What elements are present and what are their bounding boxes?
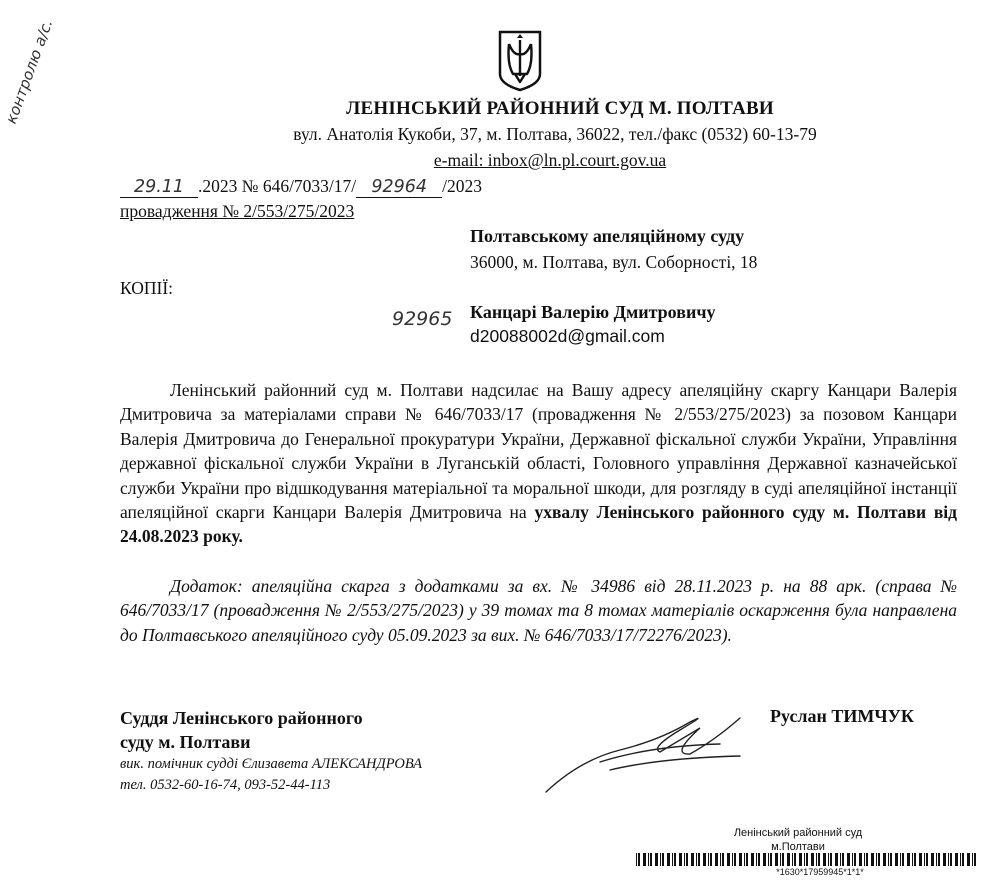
letter-body-text: Ленінський районний суд м. Полтави надсилає на Вашу адресу апеляційну скаргу Канцари Валерія Дмитровича за матеріалами справи № 646/7033/17 (провадження № 2/553/275/2023) за позовом Канцари Валерія Дмитровича до Генеральної прокуратури України, Державної фіскальної служби України, Управління державної фіскальної служби України в Луганській області, Головного управління Державної казначейської служби України про відшкодування матеріальної та моральної шкоди, для розгляду в суді апеляційної інстанції апеляційної скарги Канцари Валерія Дмитровича на [120,380,957,523]
signer-title-line-1: Суддя Ленінського районного [120,708,363,728]
stamp-court-line-1: Ленінський районний суд [733,827,863,839]
registration-stamp [733,826,863,854]
outgoing-number-middle: .2023 № 646/7033/17/ [198,176,357,196]
signer-title [120,706,363,754]
copy-recipient-name: Канцарі Валерію Дмитровичу [470,302,716,322]
barcode-text: *1630*17959945*1*1* [776,867,864,877]
handwritten-copy-number: 92965 [392,308,453,330]
signer-title-line-2: суду м. Полтави [120,732,251,752]
copy-recipient-email: d20088002d@gmail.com [470,326,665,346]
court-address: вул. Анатолія Кукоби, 37, м. Полтава, 36022, тел./факс (0532) 60-13-79 [293,124,817,144]
proceeding-number: провадження № 2/553/275/2023 [120,201,355,221]
addressee-address: 36000, м. Полтава, вул. Соборності, 18 [470,252,758,272]
outgoing-number-end: /2023 [442,176,483,196]
court-name: ЛЕНІНСЬКИЙ РАЙОННИЙ СУД М. ПОЛТАВИ [346,98,774,119]
letter-body [120,378,957,549]
stamp-court-line-2: м.Полтави [771,841,825,853]
signer-name: Руслан ТИМЧУК [770,706,914,726]
margin-handwritten-note: контролю а/с. [2,16,57,127]
handwritten-outgoing-number: 92964 [371,177,427,197]
copies-label: КОПІЇ: [120,278,174,298]
letter-body-bold: ухвалу Ленінського районного суду м. Полтави від 24.08.2023 року. [120,502,957,547]
barcode [636,853,978,866]
outgoing-number-line [120,176,482,198]
attachment-note: Додаток: апеляційна скарга з додатками за вх. № 34986 від 28.11.2023 р. на 88 арк. (справа № 646/7033/17 (провадження № 2/553/275/2023) у 39 томах та 8 томах матеріалів оскарження була направлена до Полтавського апеляційного суду 05.09.2023 за вих. № 646/7033/17/72276/2023). [120,576,957,645]
assistant-phones: тел. 0532-60-16-74, 093-52-44-113 [120,777,331,793]
handwritten-signature [540,700,770,800]
addressee-name: Полтавському апеляційному суду [470,226,745,246]
trident-emblem-icon [497,30,543,92]
court-email: e-mail: inbox@ln.pl.court.gov.ua [433,150,667,170]
assistant-info [120,754,422,796]
handwritten-date: 29.11 [133,177,185,197]
assistant-name: вик. помічник судді Єлизавета АЛЕКСАНДРОВА [120,756,423,772]
